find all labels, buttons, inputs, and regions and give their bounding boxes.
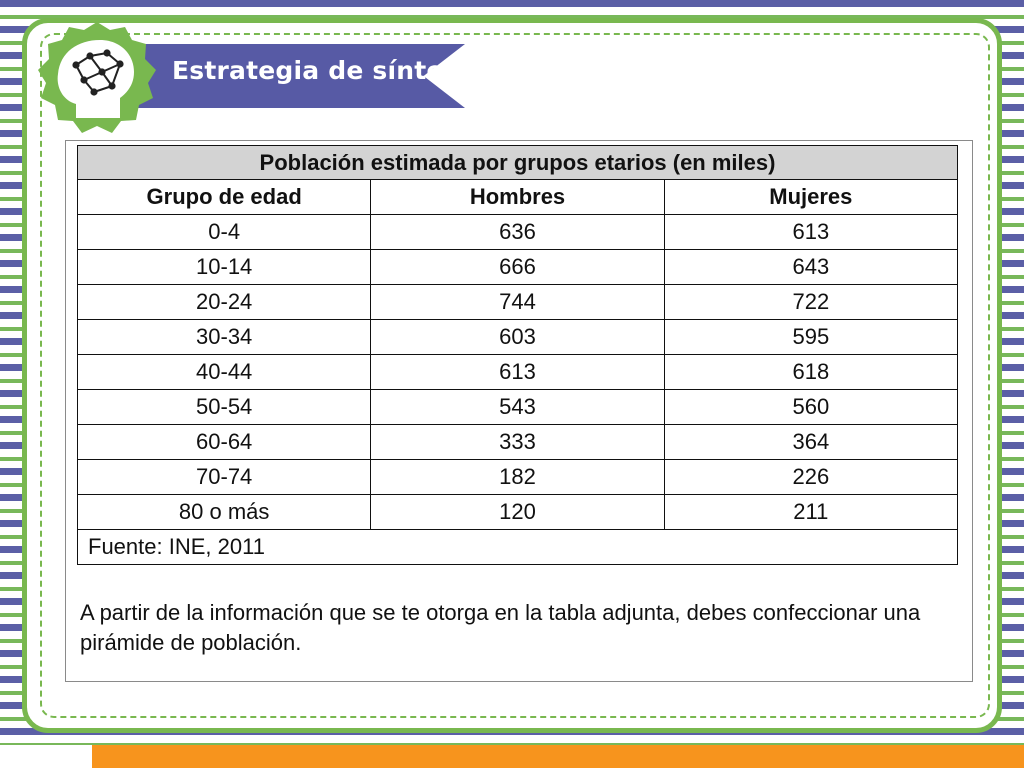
brain-network-icon: [32, 20, 162, 136]
cell-men: 636: [371, 215, 664, 250]
section-title: Estrategia de síntesis: [172, 56, 483, 85]
cell-men: 182: [371, 460, 664, 495]
cell-age-group: 70-74: [78, 460, 371, 495]
cell-men: 333: [371, 425, 664, 460]
cell-women: 226: [664, 460, 957, 495]
column-header-age-group: Grupo de edad: [78, 180, 371, 215]
table-header-row: [78, 180, 958, 215]
cell-women: 211: [664, 495, 957, 530]
population-table: [77, 145, 958, 565]
cell-women: 364: [664, 425, 957, 460]
cell-age-group: 50-54: [78, 390, 371, 425]
cell-women: 722: [664, 285, 957, 320]
cell-women: 613: [664, 215, 957, 250]
cell-women: 643: [664, 250, 957, 285]
cell-men: 543: [371, 390, 664, 425]
cell-men: 613: [371, 355, 664, 390]
table-source-row: [78, 530, 958, 565]
column-header-women: Mujeres: [664, 180, 957, 215]
column-header-men: Hombres: [371, 180, 664, 215]
cell-men: 744: [371, 285, 664, 320]
cell-age-group: 40-44: [78, 355, 371, 390]
table-row: [78, 425, 958, 460]
cell-age-group: 10-14: [78, 250, 371, 285]
cell-women: 560: [664, 390, 957, 425]
bottom-margin: [0, 745, 92, 768]
cell-women: 595: [664, 320, 957, 355]
cell-men: 603: [371, 320, 664, 355]
table-row: [78, 320, 958, 355]
cell-age-group: 20-24: [78, 285, 371, 320]
instruction-text: A partir de la información que se te otorga en la tabla adjunta, debes confeccionar una pirámide de población.: [80, 600, 921, 655]
table-caption-row: [78, 146, 958, 180]
cell-age-group: 30-34: [78, 320, 371, 355]
table-row: [78, 390, 958, 425]
cell-men: 120: [371, 495, 664, 530]
table-source: Fuente: INE, 2011: [78, 530, 958, 565]
table-row: [78, 495, 958, 530]
table-row: [78, 285, 958, 320]
table-row: [78, 355, 958, 390]
table-row: [78, 215, 958, 250]
table-row: [78, 250, 958, 285]
cell-age-group: 0-4: [78, 215, 371, 250]
table-caption: Población estimada por grupos etarios (en miles): [78, 146, 958, 180]
cell-age-group: 80 o más: [78, 495, 371, 530]
bottom-orange-bar: [92, 745, 1024, 768]
cell-men: 666: [371, 250, 664, 285]
cell-age-group: 60-64: [78, 425, 371, 460]
cell-women: 618: [664, 355, 957, 390]
table-row: [78, 460, 958, 495]
